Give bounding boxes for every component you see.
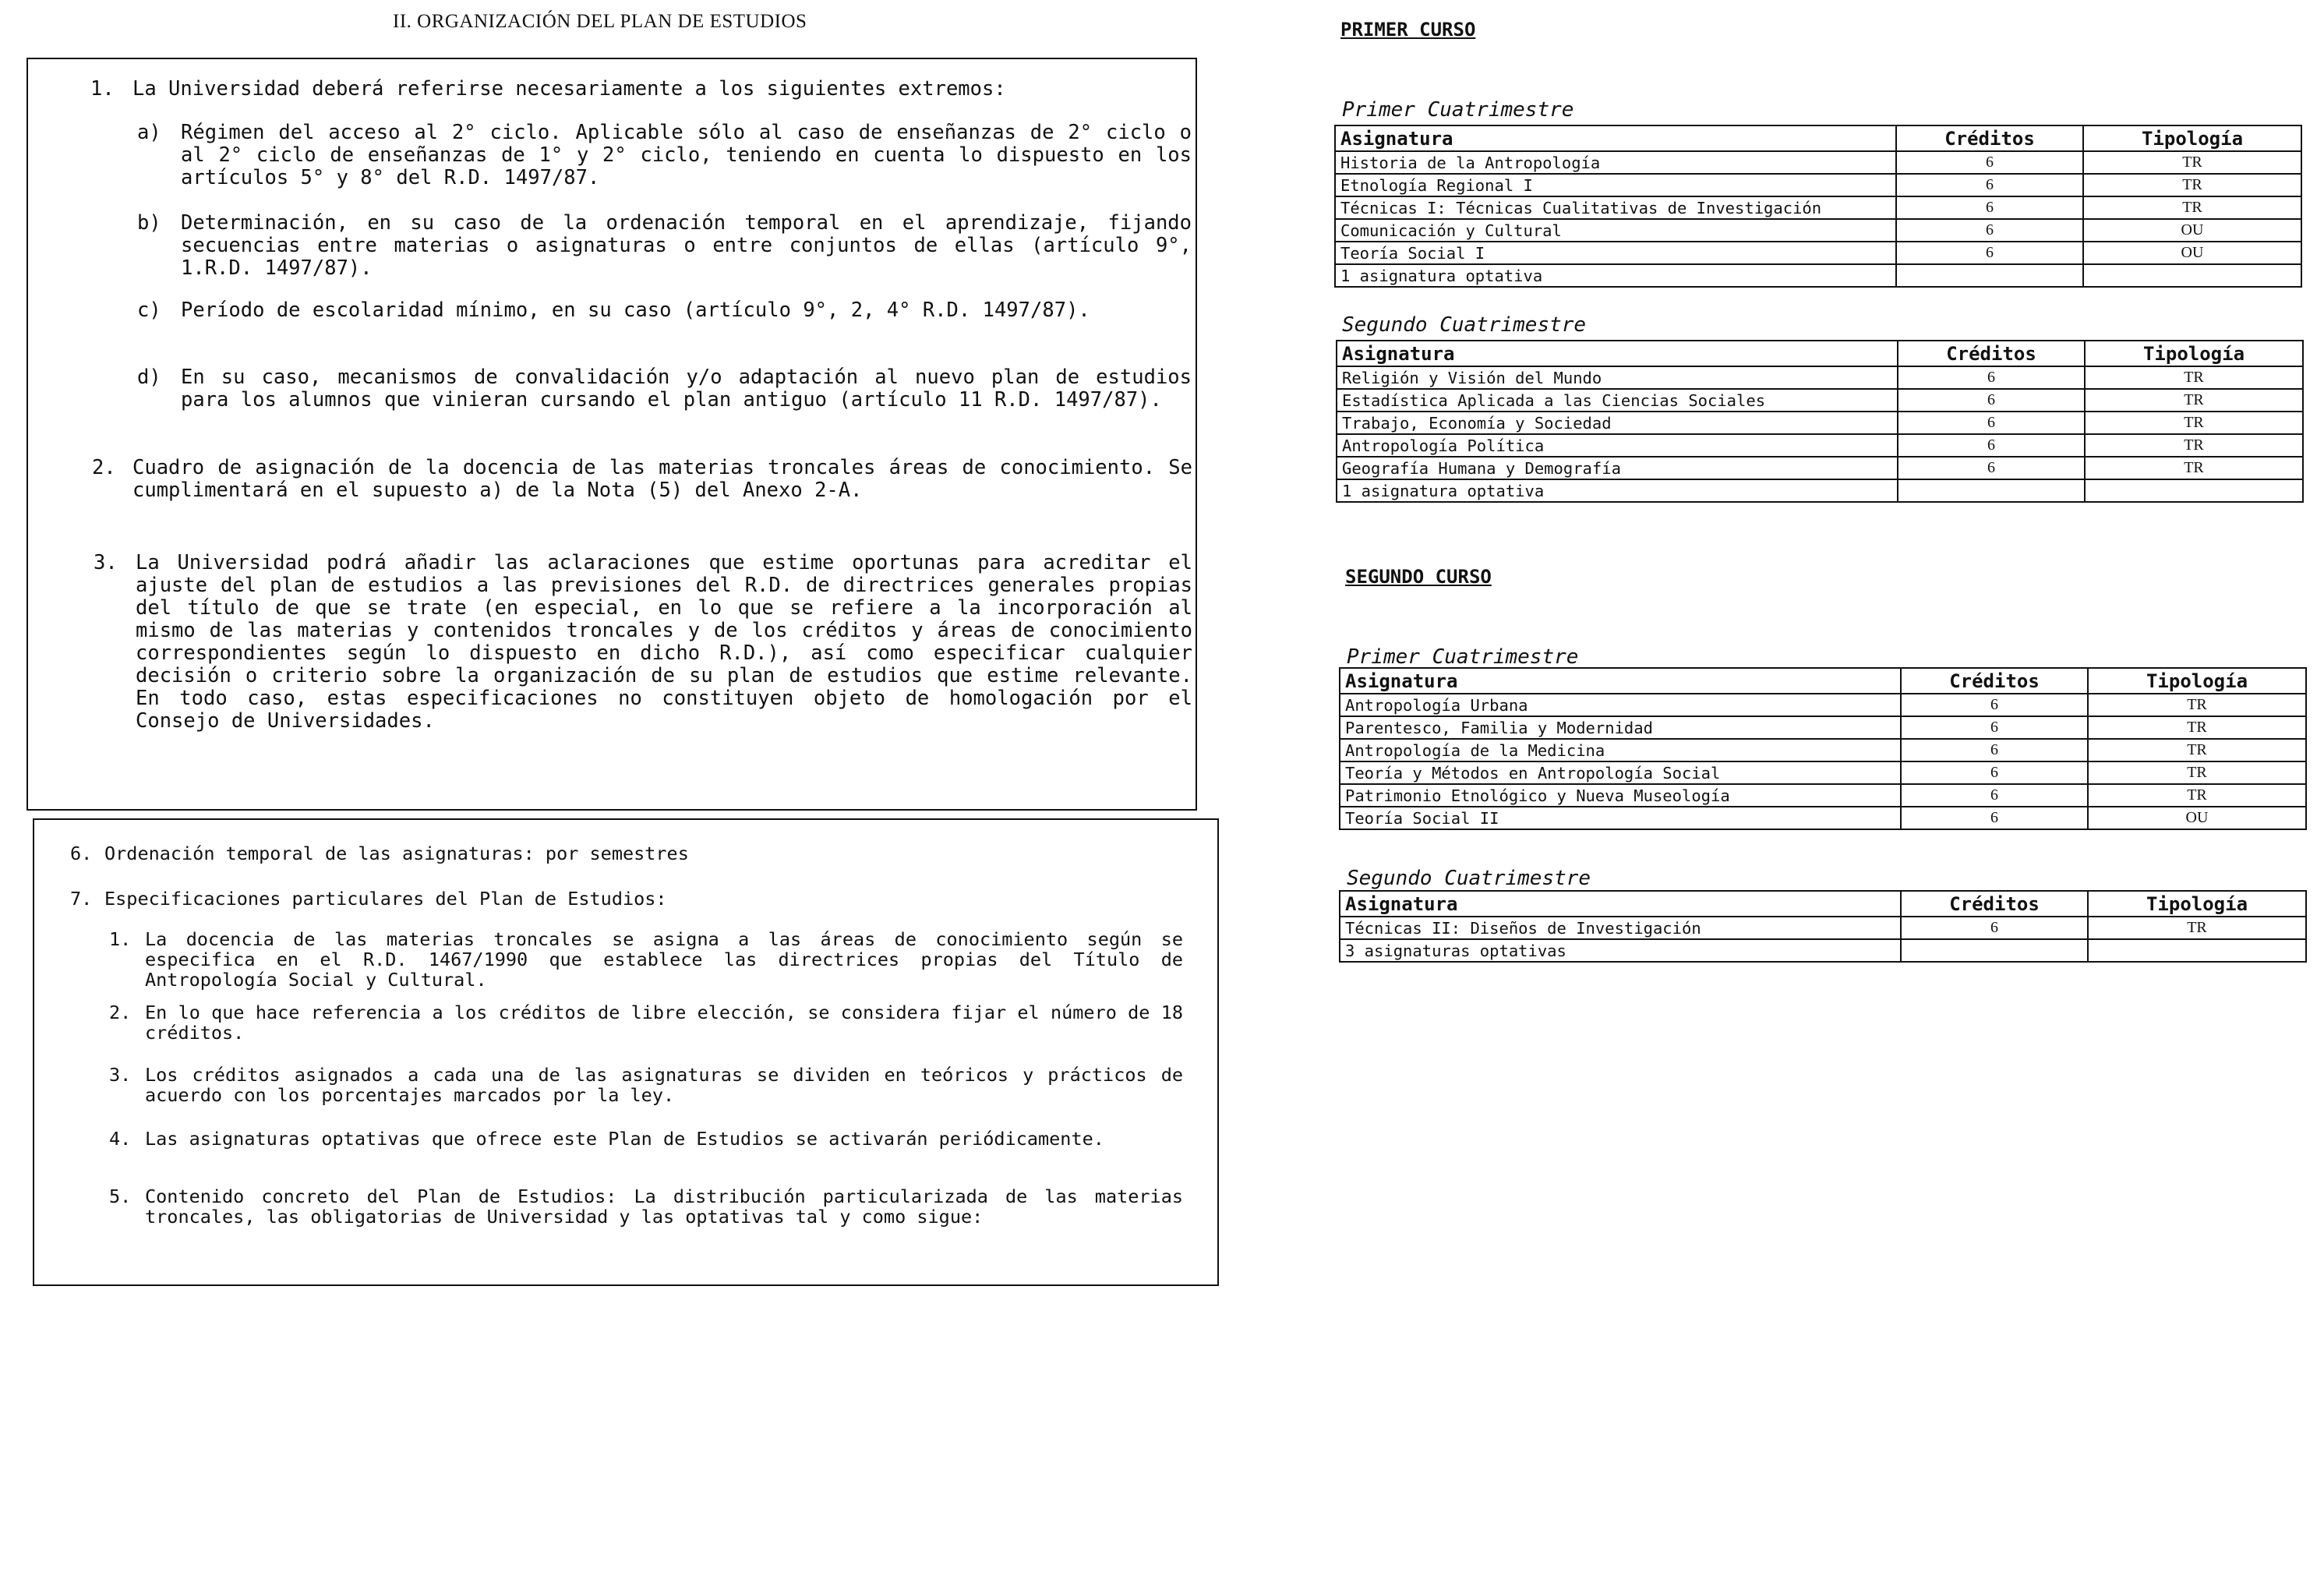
subject-type: TR	[2085, 366, 2303, 389]
subject-name: Religión y Visión del Mundo	[1337, 366, 1898, 389]
header-asignatura: Asignatura	[1340, 668, 1901, 694]
item-7	[70, 889, 1161, 909]
subject-name: 1 asignatura optativa	[1337, 479, 1898, 502]
subject-name: Técnicas I: Técnicas Cualitativas de Investigación	[1335, 196, 1896, 219]
subject-credits: 6	[1896, 196, 2083, 219]
subject-type: TR	[2088, 761, 2306, 784]
item-2-text: Cuadro de asignación de la docencia de las materias troncales áreas de conocimiento. Se cumplimentará en el supuesto a) de la Nota (5) del Anexo 2-A.	[132, 456, 1192, 502]
table-row	[1340, 939, 2306, 962]
header-asignatura: Asignatura	[1337, 341, 1898, 366]
subject-type	[2085, 479, 2303, 502]
spec-4-text: Las asignaturas optativas que ofrece este Plan de Estudios se activarán periódicamente.	[145, 1128, 1104, 1150]
specifications-box	[33, 818, 1219, 1286]
table-row	[1340, 807, 2306, 829]
spec-4	[109, 1129, 1183, 1149]
subject-type: OU	[2088, 807, 2306, 829]
table-header-row	[1337, 341, 2303, 366]
subject-type: TR	[2083, 151, 2301, 174]
sub-a-letter: a)	[137, 121, 161, 144]
subject-type	[2088, 939, 2306, 962]
subject-type: TR	[2083, 174, 2301, 196]
table-row	[1335, 219, 2301, 242]
table-header-row	[1335, 125, 2301, 151]
spec-4-number: 4.	[109, 1128, 132, 1150]
subject-credits: 6	[1901, 917, 2088, 939]
subject-name: Parentesco, Familia y Modernidad	[1340, 716, 1901, 739]
item-3-number: 3.	[94, 551, 118, 574]
table-row	[1337, 366, 2303, 389]
table-header-row	[1340, 891, 2306, 917]
subject-name: Teoría Social I	[1335, 242, 1896, 264]
subject-credits: 6	[1901, 716, 2088, 739]
header-creditos: Créditos	[1901, 891, 2088, 917]
sub-b-letter: b)	[137, 211, 161, 235]
primer-curso-cuat2-table	[1336, 340, 2304, 503]
table-row	[1337, 434, 2303, 457]
subject-credits: 6	[1898, 412, 2085, 434]
spec-3-number: 3.	[109, 1064, 132, 1086]
header-creditos: Créditos	[1898, 341, 2085, 366]
subject-type: TR	[2085, 434, 2303, 457]
subject-credits: 6	[1898, 457, 2085, 479]
segundo-curso-title: SEGUNDO CURSO	[1345, 566, 1492, 588]
item-3-text: La Universidad podrá añadir las aclaraciones que estime oportunas para acreditar el ajuste del plan de estudios a las previsiones del R.D. de directrices generales propias del título de que se trate (en especial, en lo que se refiere a la incorporación al mismo de las materias y contenidos troncales y de los créditos y áreas de conocimiento correspondientes según lo dispuesto en dicho R.D.), así como especificar cualquier decisión o criterio sobre la organización de su plan de estudios que estime relevante. En todo caso, estas especificaciones no constituyen objeto de homologación por el Consejo de Universidades.	[136, 551, 1192, 733]
subject-name: Técnicas II: Diseños de Investigación	[1340, 917, 1901, 939]
subject-credits	[1901, 939, 2088, 962]
item-2	[92, 457, 1192, 502]
primer-curso-cuat1-title: Primer Cuatrimestre	[1342, 98, 1574, 122]
primer-curso-title: PRIMER CURSO	[1340, 19, 1476, 41]
subject-credits: 6	[1898, 434, 2085, 457]
table-row	[1337, 412, 2303, 434]
subject-credits: 6	[1901, 694, 2088, 716]
subject-name: Antropología de la Medicina	[1340, 739, 1901, 761]
subject-type: TR	[2085, 389, 2303, 412]
segundo-curso-cuat2-title: Segundo Cuatrimestre	[1347, 867, 1591, 890]
subject-credits: 6	[1901, 807, 2088, 829]
spec-5-text: Contenido concreto del Plan de Estudios: La distribución particularizada de las materias troncales, las obligatorias de Universidad y las optativas tal y como sigue:	[145, 1185, 1183, 1228]
subject-name: Antropología Política	[1337, 434, 1898, 457]
table-header-row	[1340, 668, 2306, 694]
segundo-curso-cuat1-table	[1339, 667, 2307, 830]
spec-2-number: 2.	[109, 1002, 132, 1023]
table-row	[1335, 242, 2301, 264]
subject-name: Etnología Regional I	[1335, 174, 1896, 196]
item-7-text: Especificaciones particulares del Plan de Estudios:	[104, 888, 667, 910]
subject-credits: 6	[1898, 366, 2085, 389]
table-row	[1335, 264, 2301, 287]
header-tipologia: Tipología	[2088, 891, 2306, 917]
item-1-text: La Universidad deberá referirse necesariamente a los siguientes extremos:	[132, 77, 1006, 101]
sub-b-text: Determinación, en su caso de la ordenación temporal en el aprendizaje, fijando secuencias entre materias o asignaturas o entre conjuntos de ellas (artículo 9°, 1.R.D. 1497/87).	[181, 211, 1192, 280]
table-row	[1335, 196, 2301, 219]
subject-type: TR	[2088, 739, 2306, 761]
section-heading: II. ORGANIZACIÓN DEL PLAN DE ESTUDIOS	[393, 11, 807, 32]
subject-credits: 6	[1896, 219, 2083, 242]
table-row	[1340, 784, 2306, 807]
subject-type: TR	[2085, 457, 2303, 479]
spec-3-text: Los créditos asignados a cada una de las asignaturas se dividen en teóricos y prácticos de acuerdo con los porcentajes marcados por la ley.	[145, 1064, 1183, 1106]
table-row	[1337, 457, 2303, 479]
spec-5	[109, 1186, 1183, 1227]
subject-credits: 6	[1901, 739, 2088, 761]
subject-name: Comunicación y Cultural	[1335, 219, 1896, 242]
item-1-sub-d	[137, 366, 1192, 412]
header-tipologia: Tipología	[2088, 668, 2306, 694]
item-2-number: 2.	[92, 456, 116, 479]
item-6-number: 6.	[70, 843, 93, 864]
subject-credits: 6	[1896, 151, 2083, 174]
item-1-number: 1.	[90, 77, 115, 101]
sub-d-letter: d)	[137, 366, 161, 389]
table-row	[1335, 151, 2301, 174]
subject-type: TR	[2088, 716, 2306, 739]
subject-type: TR	[2085, 412, 2303, 434]
header-creditos: Créditos	[1896, 125, 2083, 151]
subject-credits: 6	[1896, 174, 2083, 196]
header-tipologia: Tipología	[2085, 341, 2303, 366]
primer-curso-cuat1-table	[1334, 125, 2302, 288]
item-1	[90, 78, 1150, 101]
spec-1-text: La docencia de las materias troncales se asigna a las áreas de conocimiento según se especifica en el R.D. 1467/1990 que establece las directrices propias del Título de Antropología Social y Cultural.	[145, 928, 1183, 991]
subject-name: Antropología Urbana	[1340, 694, 1901, 716]
table-row	[1340, 694, 2306, 716]
subject-name: 3 asignaturas optativas	[1340, 939, 1901, 962]
header-creditos: Créditos	[1901, 668, 2088, 694]
segundo-curso-cuat1-title: Primer Cuatrimestre	[1347, 645, 1579, 669]
primer-curso-cuat2-title: Segundo Cuatrimestre	[1342, 313, 1587, 337]
item-3	[94, 552, 1192, 733]
table-row	[1340, 917, 2306, 939]
table-row	[1340, 739, 2306, 761]
item-6	[70, 843, 1161, 864]
subject-type: TR	[2088, 784, 2306, 807]
table-row	[1340, 761, 2306, 784]
subject-name: Estadística Aplicada a las Ciencias Sociales	[1337, 389, 1898, 412]
table-row	[1337, 389, 2303, 412]
subject-name: Trabajo, Economía y Sociedad	[1337, 412, 1898, 434]
item-1-sub-a	[137, 122, 1192, 189]
requirements-box	[26, 58, 1197, 811]
subject-name: Patrimonio Etnológico y Nueva Museología	[1340, 784, 1901, 807]
spec-1-number: 1.	[109, 928, 132, 950]
subject-name: Teoría y Métodos en Antropología Social	[1340, 761, 1901, 784]
spec-1	[109, 929, 1183, 990]
subject-credits: 6	[1901, 761, 2088, 784]
subject-credits: 6	[1896, 242, 2083, 264]
subject-name: Historia de la Antropología	[1335, 151, 1896, 174]
subject-name: Geografía Humana y Demografía	[1337, 457, 1898, 479]
subject-credits: 6	[1898, 389, 2085, 412]
item-1-sub-b	[137, 212, 1192, 280]
header-tipologia: Tipología	[2083, 125, 2301, 151]
subject-type	[2083, 264, 2301, 287]
spec-5-number: 5.	[109, 1185, 132, 1207]
segundo-curso-cuat2-table	[1339, 890, 2307, 963]
spec-2	[109, 1002, 1183, 1043]
subject-name: 1 asignatura optativa	[1335, 264, 1896, 287]
item-6-text: Ordenación temporal de las asignaturas: por semestres	[104, 843, 689, 864]
spec-2-text: En lo que hace referencia a los créditos de libre elección, se considera fijar el número de 18 créditos.	[145, 1002, 1183, 1044]
header-asignatura: Asignatura	[1335, 125, 1896, 151]
sub-c-letter: c)	[137, 299, 161, 322]
table-row	[1335, 174, 2301, 196]
subject-credits	[1898, 479, 2085, 502]
sub-c-text: Período de escolaridad mínimo, en su caso (artículo 9°, 2, 4° R.D. 1497/87).	[181, 299, 1090, 322]
header-asignatura: Asignatura	[1340, 891, 1901, 917]
sub-d-text: En su caso, mecanismos de convalidación y/o adaptación al nuevo plan de estudios para los alumnos que vinieran cursando el plan antiguo (artículo 11 R.D. 1497/87).	[181, 366, 1192, 412]
subject-type: TR	[2083, 196, 2301, 219]
spec-3	[109, 1065, 1183, 1105]
subject-credits	[1896, 264, 2083, 287]
table-row	[1340, 716, 2306, 739]
subject-name: Teoría Social II	[1340, 807, 1901, 829]
subject-type: TR	[2088, 694, 2306, 716]
subject-credits: 6	[1901, 784, 2088, 807]
subject-type: OU	[2083, 219, 2301, 242]
item-7-number: 7.	[70, 888, 93, 910]
item-1-sub-c	[137, 299, 1192, 322]
subject-type: OU	[2083, 242, 2301, 264]
sub-a-text: Régimen del acceso al 2° ciclo. Aplicable sólo al caso de enseñanzas de 2° ciclo o al 2° ciclo de enseñanzas de 1° y 2° ciclo, teniendo en cuenta lo dispuesto en los artículos 5° y 8° del R.D. 1497/87.	[181, 121, 1192, 189]
table-row	[1337, 479, 2303, 502]
subject-type: TR	[2088, 917, 2306, 939]
